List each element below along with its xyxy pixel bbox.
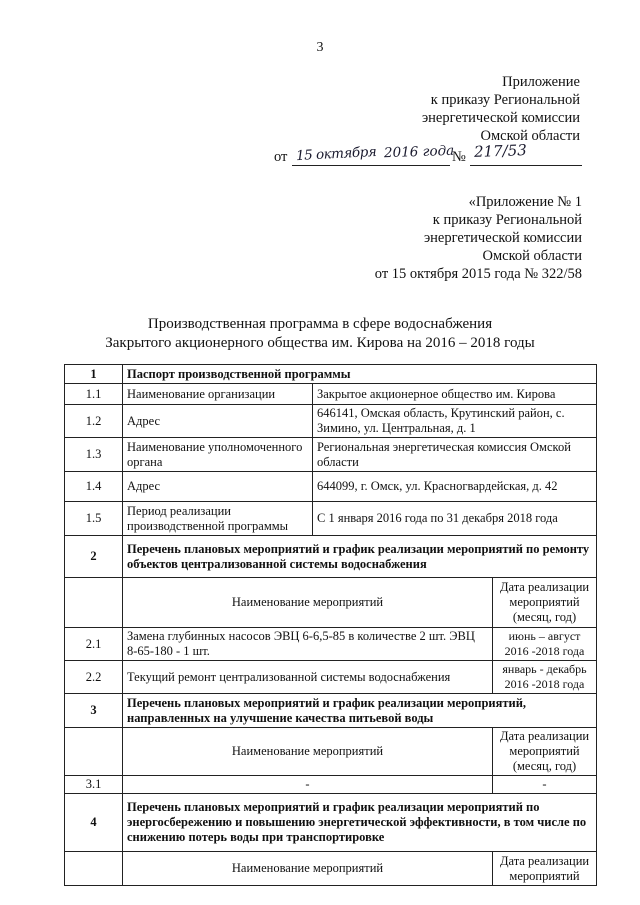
date-underline — [292, 165, 450, 166]
handwritten-year: 2016 года — [383, 142, 455, 162]
row-number: 1.1 — [65, 384, 123, 405]
table-row — [65, 472, 597, 502]
activity-date: январь - декабрь 2016 -2018 года — [493, 661, 597, 694]
row-value: С 1 января 2016 года по 31 декабря 2018 года — [313, 502, 597, 536]
row-label: Период реализации производственной программы — [123, 502, 313, 536]
table-row — [65, 384, 597, 405]
section-number: 4 — [65, 794, 123, 852]
section-number: 1 — [65, 365, 123, 384]
row-value: Региональная энергетическая комиссия Омской области — [313, 438, 597, 472]
row-value: Закрытое акционерное общество им. Кирова — [313, 384, 597, 405]
appendix-current-line: к приказу Региональной — [430, 92, 580, 108]
order-number-sign: № — [452, 149, 466, 165]
appendix-original-line: «Приложение № 1 — [468, 194, 582, 210]
activity-date: - — [493, 776, 597, 794]
empty-cell — [65, 578, 123, 628]
table-row — [65, 438, 597, 472]
row-value: 644099, г. Омск, ул. Красногвардейская, д. 42 — [313, 472, 597, 502]
appendix-original-line: энергетической комиссии — [423, 230, 582, 246]
appendix-current-line: Приложение — [502, 74, 580, 90]
row-number: 2.2 — [65, 661, 123, 694]
document-title — [0, 315, 640, 353]
section-header: Перечень плановых мероприятий и график реализации мероприятий, направленных на улучшение качества питьевой воды — [123, 694, 597, 728]
table-row — [65, 536, 597, 578]
handwritten-date: 15 октября — [295, 143, 377, 165]
row-number: 2.1 — [65, 628, 123, 661]
appendix-current-line: энергетической комиссии — [421, 110, 580, 126]
row-number: 1.5 — [65, 502, 123, 536]
activity-name: Замена глубинных насосов ЭВЦ 6-6,5-85 в количестве 2 шт. ЭВЦ 8-65-180 - 1 шт. — [123, 628, 493, 661]
table-row — [65, 502, 597, 536]
activity-name: Текущий ремонт централизованной системы водоснабжения — [123, 661, 493, 694]
appendix-current-line: Омской области — [480, 128, 580, 144]
title-line-2: Закрытого акционерного общества им. Кирова на 2016 – 2018 годы — [105, 335, 535, 351]
table-row — [65, 405, 597, 438]
appendix-current-block — [422, 73, 580, 145]
row-value: 646141, Омская область, Крутинский район, с. Зимино, ул. Центральная, д. 1 — [313, 405, 597, 438]
empty-cell — [65, 852, 123, 886]
row-label: Адрес — [123, 405, 313, 438]
table-row — [65, 728, 597, 776]
production-program-table — [64, 364, 597, 886]
column-header-name: Наименование мероприятий — [123, 578, 493, 628]
page-number: 3 — [316, 40, 324, 55]
row-label: Наименование организации — [123, 384, 313, 405]
table-row — [65, 661, 597, 694]
section-header: Перечень плановых мероприятий и график реализации мероприятий по ремонту объектов централизованной системы водоснабжения — [123, 536, 597, 578]
row-label: Адрес — [123, 472, 313, 502]
column-header-name: Наименование мероприятий — [123, 852, 493, 886]
table-row — [65, 852, 597, 886]
appendix-original-line: к приказу Региональной — [432, 212, 582, 228]
row-label: Наименование уполномоченного органа — [123, 438, 313, 472]
title-line-1: Производственная программа в сфере водоснабжения — [147, 316, 493, 332]
row-number: 1.2 — [65, 405, 123, 438]
row-number: 1.3 — [65, 438, 123, 472]
appendix-original-line: Омской области — [482, 248, 582, 264]
table-row — [65, 365, 597, 384]
table-row — [65, 794, 597, 852]
appendix-original-block — [375, 193, 582, 283]
empty-cell — [65, 728, 123, 776]
table-row — [65, 776, 597, 794]
column-header-date: Дата реализации мероприятий — [493, 852, 597, 886]
row-number: 1.4 — [65, 472, 123, 502]
section-header: Перечень плановых мероприятий и график реализации мероприятий по энергосбережению и повышению энергетической эффективности, в том числе по снижению потерь воды при транспортировке — [123, 794, 597, 852]
section-header: Паспорт производственной программы — [123, 365, 597, 384]
column-header-name: Наименование мероприятий — [123, 728, 493, 776]
activity-date: июнь – август 2016 -2018 года — [493, 628, 597, 661]
section-number: 2 — [65, 536, 123, 578]
handwritten-order-number: 217/53 — [473, 141, 528, 161]
appendix-original-line: от 15 октября 2015 года № 322/58 — [374, 266, 582, 282]
order-reference-line — [274, 141, 584, 170]
order-prefix: от — [274, 149, 288, 165]
activity-name: - — [123, 776, 493, 794]
row-number: 3.1 — [65, 776, 123, 794]
column-header-date: Дата реализации мероприятий (месяц, год) — [493, 578, 597, 628]
table-row — [65, 628, 597, 661]
section-number: 3 — [65, 694, 123, 728]
number-underline — [470, 165, 582, 166]
table-row — [65, 578, 597, 628]
table-row — [65, 694, 597, 728]
column-header-date: Дата реализации мероприятий (месяц, год) — [493, 728, 597, 776]
